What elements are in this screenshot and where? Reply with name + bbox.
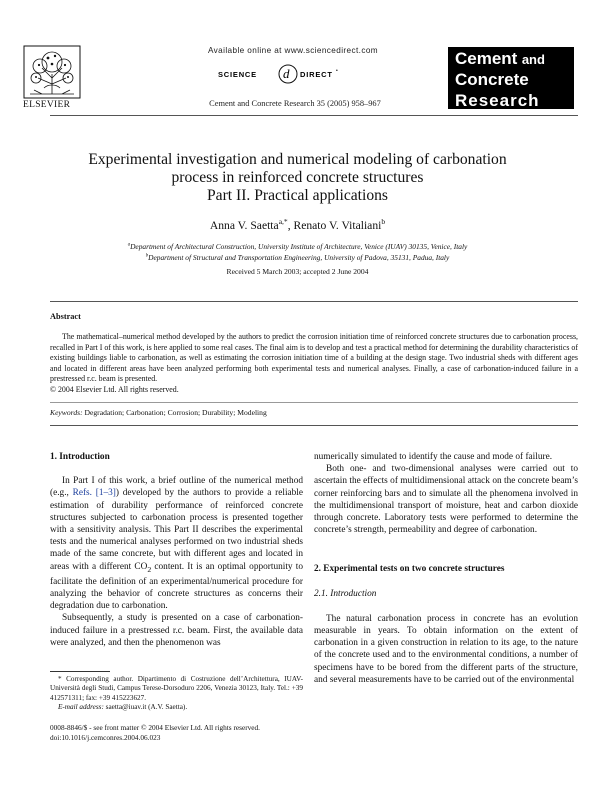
article-title bbox=[40, 151, 555, 205]
journal-logo-word: Research bbox=[455, 91, 540, 110]
author-affiliation-mark: b bbox=[381, 217, 386, 227]
journal-logo-word: and bbox=[521, 52, 545, 67]
journal-logo-word: Concrete bbox=[455, 70, 529, 89]
abstract-heading: Abstract bbox=[50, 312, 81, 321]
journal-reference: Cement and Concrete Research 35 (2005) 958–967 bbox=[209, 99, 381, 108]
keywords-text: Degradation; Carbonation; Corrosion; Durability; Modeling bbox=[84, 408, 267, 417]
footnote-divider bbox=[50, 671, 110, 672]
body-column-left bbox=[50, 451, 303, 649]
sciencedirect-logo bbox=[218, 63, 368, 85]
reference-link[interactable]: Refs. [1–3] bbox=[72, 488, 116, 499]
journal-logo bbox=[448, 47, 574, 109]
author-name: Renato V. Vitaliani bbox=[293, 219, 382, 232]
available-online-text: Available online at www.sciencedirect.com bbox=[207, 46, 379, 55]
title-line: Part II. Practical applications bbox=[207, 187, 388, 204]
author-separator: , bbox=[287, 219, 294, 232]
affiliation-text: Department of Architectural Construction, University Institute of Architecture, Venice (IUAV) 30135, Venice, Italy bbox=[130, 242, 468, 251]
body-paragraph: numerically simulated to identify the cause and mode of failure. bbox=[314, 452, 553, 462]
footnote-mark: * bbox=[58, 675, 62, 683]
affiliation bbox=[40, 253, 555, 262]
subsection-heading: 2.1. Introduction bbox=[314, 588, 377, 599]
title-line: Experimental investigation and numerical modeling of carbonation bbox=[88, 151, 507, 168]
author-affiliation-mark: a,* bbox=[278, 217, 288, 227]
copyright-notice: © 2004 Elsevier Ltd. All rights reserved. bbox=[50, 385, 179, 394]
section-heading: 2. Experimental tests on two concrete structures bbox=[314, 564, 505, 575]
divider bbox=[50, 301, 578, 302]
affiliation-mark: b bbox=[145, 253, 149, 259]
svg-text:d: d bbox=[283, 66, 290, 81]
title-line: process in reinforced concrete structures bbox=[171, 169, 424, 186]
svg-text:•: • bbox=[336, 68, 338, 74]
author-name: Anna V. Saetta bbox=[209, 219, 279, 232]
abstract-body bbox=[50, 332, 578, 385]
affiliation-mark: a bbox=[127, 242, 131, 248]
publisher-name: ELSEVIER bbox=[23, 100, 71, 110]
keywords-label: Keywords: bbox=[50, 408, 83, 417]
svg-text:SCIENCE: SCIENCE bbox=[218, 70, 257, 79]
divider bbox=[50, 402, 578, 403]
body-column-right bbox=[314, 451, 578, 686]
author-list bbox=[40, 219, 555, 232]
footnote bbox=[50, 675, 303, 713]
section-heading: 1. Introduction bbox=[50, 452, 110, 462]
email-address[interactable]: saetta@iuav.it (A.V. Saetta). bbox=[103, 703, 188, 712]
footnote-text: Corresponding author. Dipartimento di Costruzione dell’Architettura, IUAV-Università degli Studi, Campus Terese-Dorsoduro 2206, Venezia 30123, Italy. Tel.: +39 412571311; fax: +39 415223627. bbox=[50, 675, 303, 702]
divider bbox=[50, 425, 578, 426]
elsevier-tree-logo bbox=[22, 44, 82, 106]
body-paragraph: In Part I of this work, a brief outline of the numerical method (e.g., Refs. [1–3]) developed by the authors to provide a reliable estimation of durability performance of reinforced concrete structures subjected to carbonation process is presented together with a sensitivity analysis. This Part II describes the experimental tests and the numerical analyses performed on two industrial sheds made of the same concrete, but with different ages and located in areas with a different $CO_2$ content. It is an optimal opportunity to facilitate the definition of an experimental/numerical procedure for analyzing the behavior of concrete structures as concerns their degradation due to carbonation. bbox=[50, 476, 304, 612]
email-label: E-mail address: bbox=[58, 703, 104, 712]
svg-text:DIRECT: DIRECT bbox=[300, 70, 333, 79]
abstract-paragraph: The mathematical–numerical method developed by the authors to predict the corrosion initiation time of reinforced concrete structures due to carbonation process, recalled in Part I of this work, is here applied to some real cases. The final aim is to develop and test a practical method for determining the durability characteristics of existing buildings liable to carbonation, as well as estimating the corrosion initiation time of a building at the design stage. Two industrial sheds with different ages and located in different areas have been analyzed performing both experimental tests and numerical analyses. Finally, a case of carbonation-induced failure in a prestressed r.c. beam is presented. bbox=[50, 332, 578, 384]
body-paragraph: Subsequently, a study is presented on a case of carbonation-induced failure in a prestressed r.c. beam. First, the available data were analyzed, and then the phenomenon was bbox=[50, 613, 303, 648]
divider bbox=[50, 115, 578, 116]
doi-link[interactable]: doi:10.1016/j.cemconres.2004.06.023 bbox=[50, 732, 161, 742]
affiliation bbox=[40, 242, 555, 251]
issn-line: 0008-8846/$ - see front matter © 2004 Elsevier Ltd. All rights reserved. bbox=[50, 723, 261, 732]
body-paragraph: The natural carbonation process in concrete has an evolution measurable in years. To obtain information on the extent of carbonation in a given construction in relation to its age, to the nature of the concrete used and to the environmental conditions, a number of specimens have to be bored from the different parts of the structure, and several measurements have to be carried out of the environmental bbox=[314, 613, 578, 685]
body-paragraph: Both one- and two-dimensional analyses were carried out to ascertain the effects of multidimensional attack on the concrete beam’s corner reinforcing bars and to simulate all the phenomena involved in the multidimensional transport of moisture, heat and carbon dioxide through concrete. Laboratory tests were performed to determine the concrete’s strength, permeability and degree of carbonation. bbox=[314, 464, 578, 536]
affiliation-text: Department of Structural and Transportation Engineering, University of Padova, 35131, Padua, Italy bbox=[148, 253, 450, 262]
keywords bbox=[50, 408, 267, 417]
issn-doi bbox=[50, 723, 310, 742]
received-dates: Received 5 March 2003; accepted 2 June 2004 bbox=[226, 267, 369, 276]
journal-logo-word: Cement bbox=[455, 49, 518, 68]
